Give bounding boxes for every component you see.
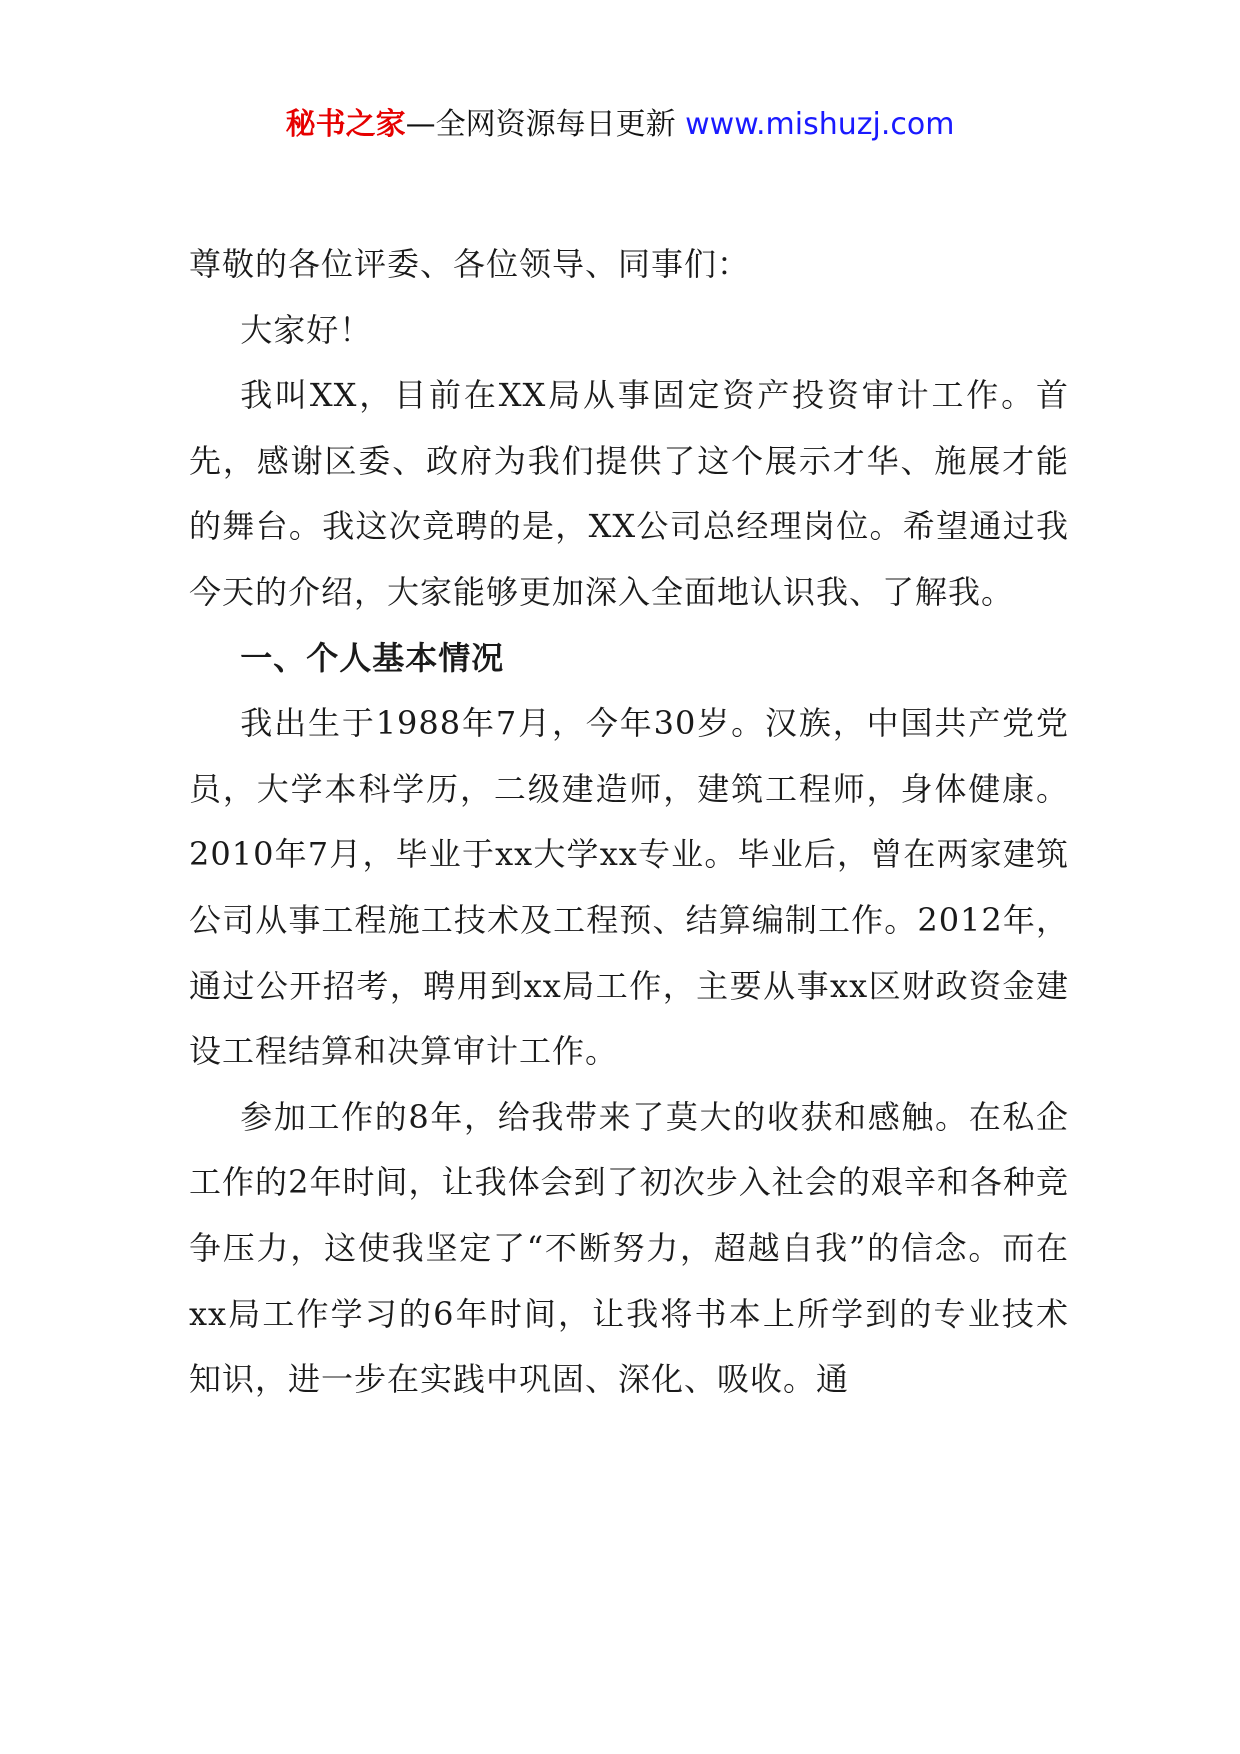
greeting: 大家好！ [240, 310, 373, 349]
page-header [0, 100, 1240, 150]
brand-name: 秘书之家 [285, 107, 406, 142]
section-heading: 一、个人基本情况 [240, 638, 505, 677]
header-tagline: —全网资源每日更新 [405, 107, 686, 142]
site-url-link[interactable]: www.mishuzj.com [685, 107, 955, 142]
intro-paragraph: 我叫XX，目前在XX局从事固定资产投资审计工作。首先，感谢区委、政府为我们提供了这个展示才华、施展才能的舞台。我这次竞聘的是，XX公司总经理岗位。希望通过我今天的介绍，大家能够更加深入全面地认识我、了解我。 [189, 376, 1069, 611]
document-body [189, 232, 1069, 1413]
experience-paragraph: 参加工作的8年，给我带来了莫大的收获和感触。在私企工作的2年时间，让我体会到了初次步入社会的艰辛和各种竞争压力，这使我坚定了“不断努力，超越自我”的信念。而在xx局工作学习的6年时间，让我将书本上所学到的专业技术知识，进一步在实践中巩固、深化、吸收。通 [189, 1097, 1069, 1399]
background-paragraph: 我出生于1988年7月，今年30岁。汉族，中国共产党党员，大学本科学历，二级建造师，建筑工程师，身体健康。2010年7月，毕业于xx大学xx专业。毕业后，曾在两家建筑公司从事工程施工技术及工程预、结算编制工作。2012年，通过公开招考，聘用到xx局工作，主要从事xx区财政资金建设工程结算和决算审计工作。 [189, 704, 1069, 1071]
salutation: 尊敬的各位评委、各位领导、同事们： [189, 245, 751, 283]
